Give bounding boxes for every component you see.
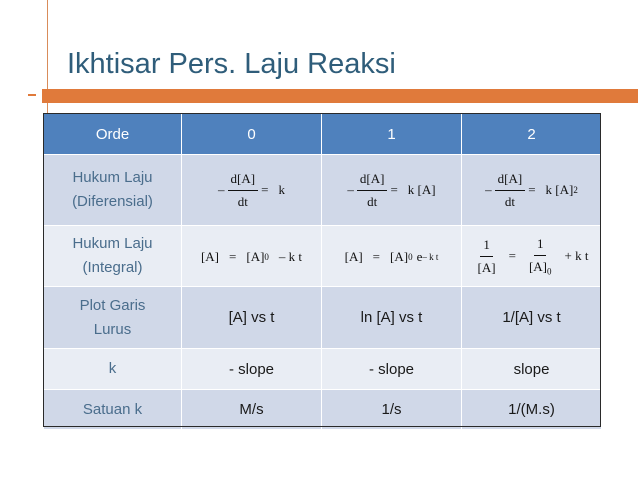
subscript: 0 — [264, 251, 269, 262]
numerator: 1 — [480, 237, 493, 257]
cell-integral-1 — [322, 226, 462, 287]
rhs-rest: + k t — [564, 248, 589, 264]
equation — [345, 249, 439, 265]
rate-law-summary-table — [43, 113, 602, 430]
cell-unit-0: M/s — [182, 390, 322, 430]
fraction-right — [529, 236, 552, 277]
cell-k-0: - slope — [182, 349, 322, 390]
cell-k-2: slope — [462, 349, 602, 390]
row-label-line2: (Diferensial) — [72, 193, 153, 210]
numerator: d[A] — [228, 171, 259, 191]
rhs: k — [278, 182, 285, 197]
cell-differential-2 — [462, 155, 602, 226]
table-row-unit — [44, 390, 602, 430]
row-label-line1: Plot Garis — [79, 296, 146, 314]
denominator: dt — [237, 193, 248, 209]
row-label-line1: Hukum Laju — [72, 169, 153, 186]
cell-differential-1 — [322, 155, 462, 226]
cell-integral-2 — [462, 226, 602, 287]
row-label-line2: (Integral) — [82, 259, 143, 276]
numerator: d[A] — [495, 171, 526, 191]
row-label-line1: Hukum Laju — [72, 235, 153, 252]
table-row-integral — [44, 226, 602, 287]
denominator — [529, 256, 552, 277]
cell-unit-2: 1/(M.s) — [462, 390, 602, 430]
accent-bar — [0, 89, 638, 103]
header-cell-2: 2 — [462, 114, 602, 155]
rhs-rest: – k t — [278, 248, 303, 264]
accent-bar-fill — [42, 89, 638, 103]
denominator: [A] — [477, 259, 496, 275]
rhs: k [A] — [407, 182, 436, 197]
table-row-plot — [44, 287, 602, 349]
equals-sign: = — [372, 248, 381, 264]
row-label-line2: Lurus — [93, 320, 132, 338]
numerator: 1 — [534, 236, 547, 256]
lhs: [A] — [200, 248, 220, 264]
cell-integral-0 — [182, 226, 322, 287]
fraction — [228, 171, 259, 210]
slide-title: Ikhtisar Pers. Laju Reaksi — [67, 48, 396, 80]
cell-plot-2: 1/[A] vs t — [462, 287, 602, 349]
initial-concentration: [A] — [390, 248, 409, 264]
equals-sign: = — [528, 182, 536, 197]
denominator: dt — [367, 193, 378, 209]
equals-sign: = — [508, 248, 516, 264]
exponent: – k t — [422, 251, 439, 262]
cell-k-1: - slope — [322, 349, 462, 390]
equals-sign: = — [390, 182, 398, 197]
subscript: 0 — [546, 266, 552, 277]
numerator: d[A] — [357, 171, 388, 191]
equation — [485, 171, 578, 210]
equals-sign: = — [229, 248, 237, 264]
cell-differential-0 — [182, 155, 322, 226]
header-cell-0: 0 — [182, 114, 322, 155]
cell-unit-1: 1/s — [322, 390, 462, 430]
lhs: [A] — [344, 248, 363, 264]
denominator: dt — [504, 193, 515, 209]
row-label-plot — [44, 287, 182, 349]
header-cell-1: 1 — [322, 114, 462, 155]
exponent: 2 — [573, 185, 578, 195]
fraction — [357, 171, 388, 210]
row-label-integral — [44, 226, 182, 287]
exponential-base: e — [416, 248, 423, 264]
rhs: k [A] — [545, 182, 574, 197]
fraction-left — [478, 237, 496, 276]
equation — [347, 171, 435, 210]
table-row-differential — [44, 155, 602, 226]
equals-sign: = — [261, 182, 269, 197]
fraction — [495, 171, 526, 210]
table-row-k — [44, 349, 602, 390]
minus-sign: – — [218, 182, 225, 197]
row-label-differential — [44, 155, 182, 226]
initial-concentration: [A] — [246, 248, 265, 264]
header-cell-order: Orde — [44, 114, 182, 155]
cell-plot-0: [A] vs t — [182, 287, 322, 349]
header-row — [44, 114, 602, 155]
denominator-value: [A] — [528, 258, 547, 274]
minus-sign: – — [347, 182, 354, 197]
accent-tick — [28, 94, 36, 96]
minus-sign: – — [485, 182, 492, 197]
row-label-unit: Satuan k — [44, 390, 182, 430]
equation — [201, 249, 302, 265]
equation — [475, 236, 589, 277]
equation — [218, 171, 285, 210]
row-label-k: k — [44, 349, 182, 390]
cell-plot-1: ln [A] vs t — [322, 287, 462, 349]
subscript: 0 — [408, 251, 413, 262]
